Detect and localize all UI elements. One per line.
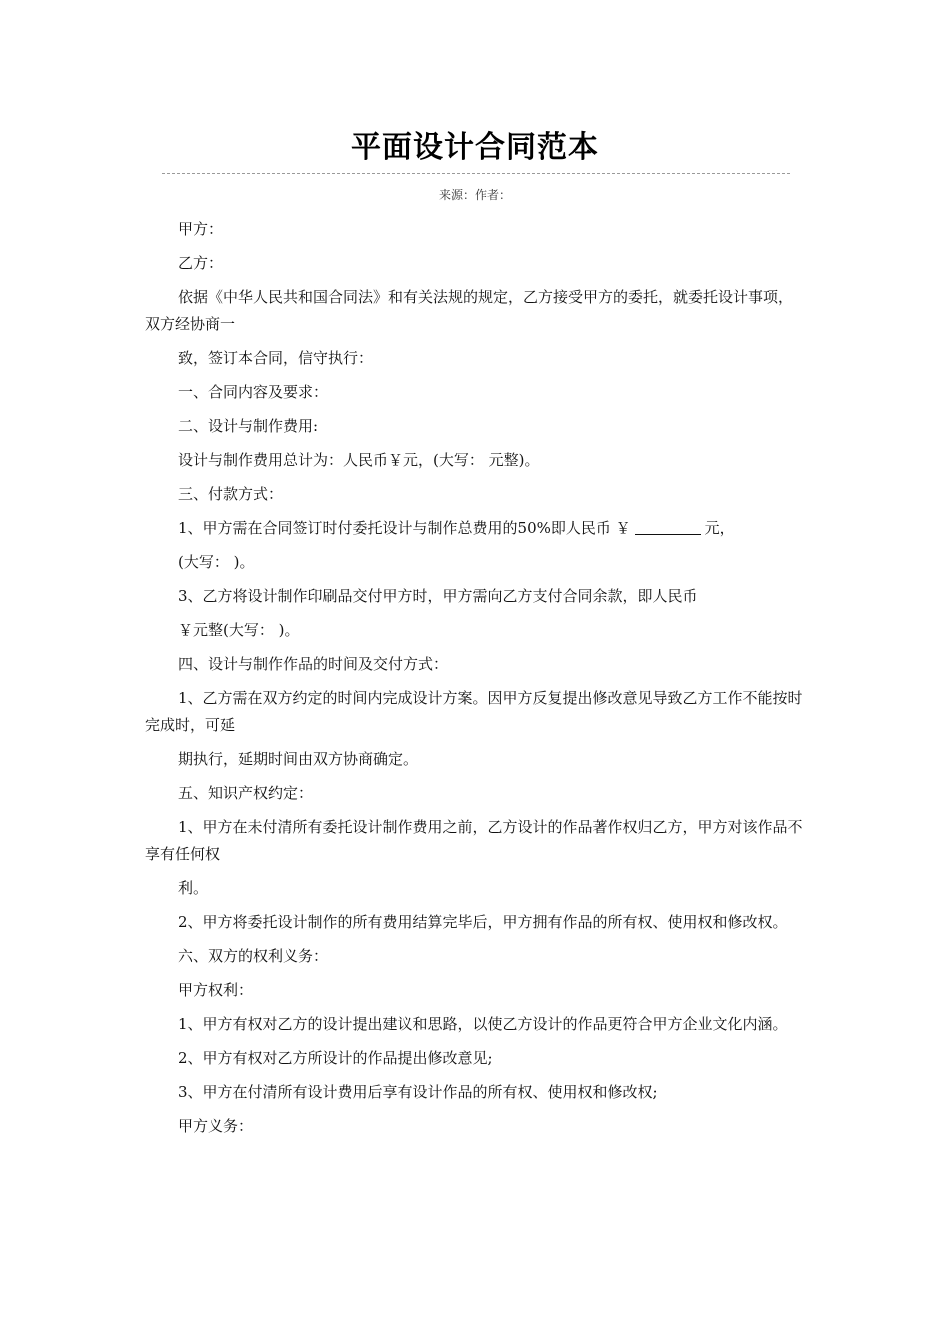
amount-blank-line [635, 519, 701, 535]
payment-clause-1 [145, 515, 807, 542]
paragraph: 1、甲方有权对乙方的设计提出建议和思路，以使乙方设计的作品更符合甲方企业文化内涵。 [178, 1015, 788, 1033]
contract-body [145, 216, 807, 1147]
paragraph: 致，签订本合同，信守执行： [178, 349, 374, 367]
paragraph: 3、甲方在付清所有设计费用后享有设计作品的所有权、使用权和修改权; [178, 1083, 658, 1101]
paragraph: 依据《中华人民共和国合同法》和有关法规的规定，乙方接受甲方的委托，就委托设计事项，双方经协商一 [145, 288, 794, 333]
paragraph: 四、设计与制作作品的时间及交付方式： [178, 655, 449, 673]
paragraph: 二、设计与制作费用: [178, 417, 319, 435]
paragraph: 2、甲方将委托设计制作的所有费用结算完毕后，甲方拥有作品的所有权、使用权和修改权。 [178, 913, 788, 931]
paragraph: 甲方义务： [178, 1117, 254, 1135]
paragraph: 甲方： [178, 220, 224, 238]
paragraph: 1、甲方在未付清所有委托设计制作费用之前，乙方设计的作品著作权归乙方，甲方对该作品不享有任何权 [145, 818, 803, 863]
paragraph: 三、付款方式： [178, 485, 284, 503]
paragraph: 六、双方的权利义务： [178, 947, 329, 965]
paragraph: 2、甲方有权对乙方所设计的作品提出修改意见; [178, 1049, 493, 1067]
paragraph: 1、乙方需在双方约定的时间内完成设计方案。因甲方反复提出修改意见导致乙方工作不能按时完成时，可延 [145, 689, 803, 734]
payment-clause-suffix: 元， [704, 519, 735, 537]
document-title: 平面设计合同范本 [351, 130, 599, 165]
source-author-line: 来源：作者： [438, 188, 511, 202]
paragraph: 甲方权利： [178, 981, 254, 999]
paragraph: (大写： )。 [178, 553, 255, 571]
paragraph: 设计与制作费用总计为：人民币￥元，(大写： 元整)。 [178, 451, 540, 469]
paragraph: 3、乙方将设计制作印刷品交付甲方时，甲方需向乙方支付合同余款，即人民币 [178, 587, 698, 605]
paragraph: 期执行，延期时间由双方协商确定。 [178, 750, 419, 768]
paragraph: 一、合同内容及要求： [178, 383, 329, 401]
paragraph: 五、知识产权约定： [178, 784, 314, 802]
paragraph: ￥元整(大写： )。 [178, 621, 300, 639]
payment-clause-text: 1、甲方需在合同签订时付委托设计与制作总费用的50%即人民币 ￥ [178, 519, 631, 537]
paragraph: 利。 [178, 879, 209, 897]
title-divider [162, 173, 790, 174]
paragraph: 乙方： [178, 254, 224, 272]
